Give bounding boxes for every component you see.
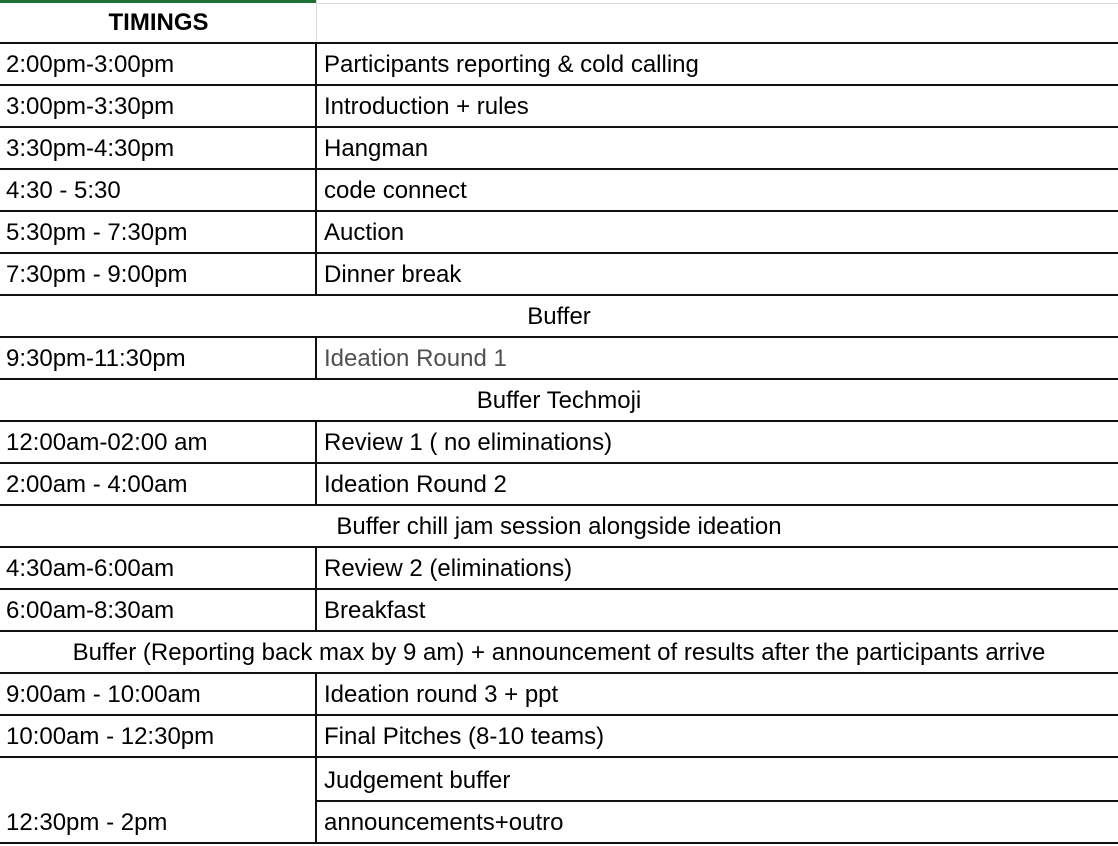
table-row bbox=[0, 86, 1118, 128]
gridline bbox=[0, 252, 1118, 254]
gridline bbox=[0, 378, 1118, 380]
table-row bbox=[0, 44, 1118, 86]
time-cell[interactable]: 7:30pm - 9:00pm bbox=[6, 261, 188, 288]
event-cell[interactable]: Judgement buffer bbox=[324, 767, 511, 794]
gridline bbox=[0, 210, 1118, 212]
event-cell[interactable]: Auction bbox=[324, 219, 405, 246]
time-cell[interactable]: 2:00pm-3:00pm bbox=[6, 51, 175, 78]
time-cell[interactable]: 10:00am - 12:30pm bbox=[6, 723, 215, 750]
table-row bbox=[0, 212, 1118, 254]
table-row bbox=[0, 548, 1118, 590]
column-separator bbox=[315, 336, 317, 380]
table-row bbox=[0, 464, 1118, 506]
event-cell[interactable]: code connect bbox=[324, 177, 467, 204]
event-cell[interactable]: Hangman bbox=[324, 135, 429, 162]
event-cell[interactable]: Breakfast bbox=[324, 597, 426, 624]
table-row bbox=[0, 422, 1118, 464]
gridline bbox=[0, 420, 1118, 422]
column-separator bbox=[315, 42, 317, 296]
event-cell[interactable]: Introduction + rules bbox=[324, 93, 529, 120]
event-cell[interactable]: announcements+outro bbox=[324, 809, 564, 836]
time-cell[interactable]: 3:30pm-4:30pm bbox=[6, 135, 175, 162]
table-row bbox=[0, 254, 1118, 296]
event-cell[interactable]: Final Pitches (8-10 teams) bbox=[324, 723, 605, 750]
gridline bbox=[0, 294, 1118, 296]
time-cell[interactable]: 5:30pm - 7:30pm bbox=[6, 219, 188, 246]
event-cell[interactable]: Participants reporting & cold calling bbox=[324, 51, 699, 78]
time-cell[interactable]: 9:30pm-11:30pm bbox=[6, 345, 186, 372]
buffer-row bbox=[0, 296, 1118, 338]
gridline bbox=[0, 588, 1118, 590]
final-time-cell[interactable]: 12:30pm - 2pm bbox=[6, 809, 168, 836]
gridline bbox=[0, 84, 1118, 86]
event-cell[interactable]: Ideation Round 2 bbox=[324, 471, 507, 498]
gridline bbox=[0, 672, 1118, 674]
buffer-row bbox=[0, 632, 1118, 674]
time-cell[interactable]: 12:00am-02:00 am bbox=[6, 429, 208, 456]
buffer-row bbox=[0, 506, 1118, 548]
buffer-row bbox=[0, 380, 1118, 422]
table-row bbox=[0, 338, 1118, 380]
time-cell[interactable]: 3:00pm-3:30pm bbox=[6, 93, 175, 120]
event-cell[interactable]: Ideation round 3 + ppt bbox=[324, 681, 559, 708]
time-cell[interactable]: 4:30am-6:00am bbox=[6, 555, 175, 582]
column-separator bbox=[315, 420, 317, 506]
event-cell[interactable]: Review 2 (eliminations) bbox=[324, 555, 573, 582]
gridline bbox=[0, 126, 1118, 128]
timings-header-cell[interactable]: TIMINGS bbox=[108, 9, 209, 36]
selected-column-accent bbox=[0, 0, 317, 3]
column-separator bbox=[315, 672, 317, 844]
time-cell[interactable]: 9:00am - 10:00am bbox=[6, 681, 201, 708]
time-cell[interactable]: 4:30 - 5:30 bbox=[6, 177, 121, 204]
buffer-cell[interactable]: Buffer (Reporting back max by 9 am) + announcement of results after the participants arrive bbox=[72, 639, 1046, 666]
gridline bbox=[0, 504, 1118, 506]
time-cell[interactable]: 6:00am-8:30am bbox=[6, 597, 175, 624]
table-row bbox=[0, 716, 1118, 758]
table-row bbox=[0, 590, 1118, 632]
buffer-cell[interactable]: Buffer bbox=[527, 303, 591, 330]
header-row bbox=[0, 4, 1118, 42]
gridline bbox=[0, 42, 1118, 44]
gridline bbox=[0, 546, 1118, 548]
event-cell[interactable]: Review 1 ( no eliminations) bbox=[324, 429, 613, 456]
buffer-cell[interactable]: Buffer chill jam session alongside ideation bbox=[336, 513, 782, 540]
table-row bbox=[0, 128, 1118, 170]
event-cell[interactable]: Ideation Round 1 bbox=[324, 345, 507, 372]
gridline bbox=[317, 800, 1118, 802]
gridline bbox=[0, 630, 1118, 632]
column-separator bbox=[315, 546, 317, 632]
header-empty-cell[interactable] bbox=[317, 4, 1118, 42]
gridline bbox=[0, 842, 1118, 844]
gridline bbox=[0, 336, 1118, 338]
table-row bbox=[0, 170, 1118, 212]
event-cell[interactable]: Dinner break bbox=[324, 261, 462, 288]
time-cell[interactable]: 2:00am - 4:00am bbox=[6, 471, 188, 498]
gridline bbox=[0, 756, 1118, 758]
buffer-cell[interactable]: Buffer Techmoji bbox=[476, 387, 642, 414]
table-row bbox=[0, 674, 1118, 716]
gridline bbox=[0, 714, 1118, 716]
gridline bbox=[0, 462, 1118, 464]
gridline bbox=[0, 168, 1118, 170]
